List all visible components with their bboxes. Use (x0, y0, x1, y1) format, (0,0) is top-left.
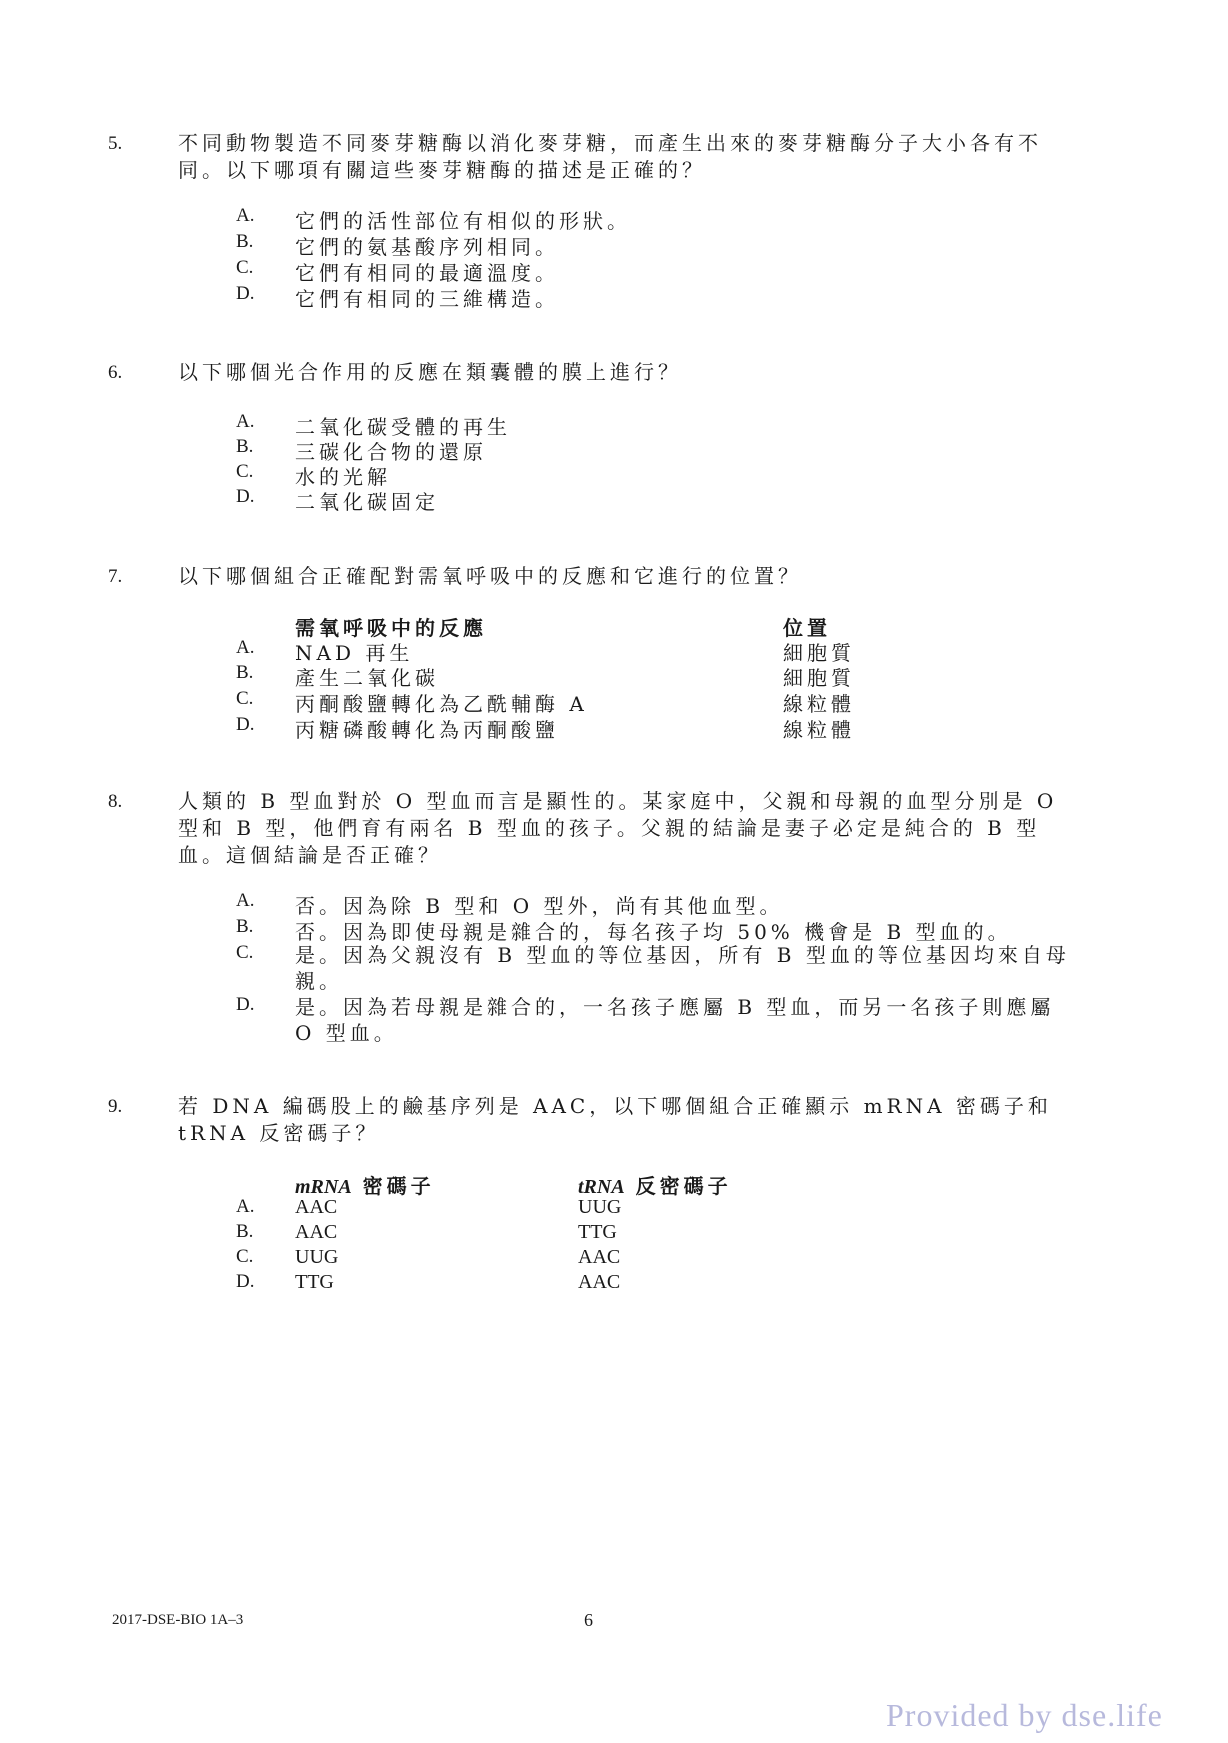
question-stem: 以下哪個組合正確配對需氧呼吸中的反應和它進行的位置？ (178, 564, 802, 588)
paper-code: 2017-DSE-BIO 1A–3 (112, 1612, 244, 1628)
option-text: 否。因為即使母親是雜合的，每名孩子均 50% 機會是 B 型血的。 (295, 920, 1012, 944)
option-mrna: AAC (295, 1221, 338, 1243)
option-text: 它們的活性部位有相似的形狀。 (295, 209, 631, 233)
option-label: B. (236, 436, 254, 457)
option-location: 細胞質 (783, 666, 855, 690)
watermark-text: Provided by dse.life (886, 1697, 1163, 1733)
question-number: 6. (108, 362, 123, 383)
question-number: 7. (108, 566, 123, 587)
option-9c (0, 1246, 1228, 1272)
option-label: C. (236, 461, 254, 482)
option-trna: AAC (578, 1246, 621, 1268)
option-5a (0, 205, 1228, 231)
option-label: C. (236, 942, 254, 963)
question-stem: 不同動物製造不同麥芽糖酶以消化麥芽糖，而產生出來的麥芽糖酶分子大小各有不同。以下哪項有關這些麥芽糖酶的描述是正確的？ (178, 131, 1042, 182)
option-6d (0, 486, 1228, 512)
option-9a (0, 1196, 1228, 1222)
option-6c (0, 461, 1228, 487)
page-number: 6 (584, 1610, 593, 1630)
option-text: 否。因為除 B 型和 O 型外，尚有其他血型。 (295, 894, 784, 918)
option-label: C. (236, 1246, 254, 1267)
option-8d (0, 994, 1228, 1046)
question-stem: 若 DNA 編碼股上的鹼基序列是 AAC，以下哪個組合正確顯示 mRNA 密碼子和 tRNA 反密碼子？ (178, 1094, 1052, 1145)
option-mrna: TTG (295, 1271, 334, 1293)
option-label: B. (236, 662, 254, 683)
option-5c (0, 257, 1228, 283)
option-8b (0, 916, 1228, 942)
option-text: 二氧化碳固定 (295, 490, 439, 514)
column-header-reaction: 需氧呼吸中的反應 (295, 616, 487, 640)
question-number: 8. (108, 791, 123, 812)
option-text: 它們的氨基酸序列相同。 (295, 235, 559, 259)
question-number: 9. (108, 1096, 123, 1117)
option-8a (0, 890, 1228, 916)
option-label: B. (236, 916, 254, 937)
option-label: A. (236, 890, 255, 911)
option-6a (0, 411, 1228, 437)
column-header-location: 位置 (783, 616, 831, 640)
option-7c (0, 688, 1228, 714)
option-7b (0, 662, 1228, 688)
option-trna: UUG (578, 1196, 622, 1218)
option-reaction: 產生二氧化碳 (295, 666, 439, 690)
option-text: 它們有相同的三維構造。 (295, 287, 559, 311)
question-stem: 人類的 B 型血對於 O 型血而言是顯性的。某家庭中，父親和母親的血型分別是 O 型和 B 型，他們育有兩名 B 型血的孩子。父親的結論是妻子必定是純合的 B 型血。這個結論是否正確？ (178, 789, 1058, 867)
option-text: 是。因為若母親是雜合的，一名孩子應屬 B 型血，而另一名孩子則應屬 O 型血。 (295, 995, 1055, 1045)
option-label: C. (236, 688, 254, 709)
header-trna-text: 反密碼子 (635, 1174, 732, 1198)
option-text: 水的光解 (295, 465, 391, 489)
option-label: C. (236, 257, 254, 278)
option-7d (0, 714, 1228, 740)
column-header-mrna (295, 1170, 435, 1199)
option-8c (0, 942, 1228, 994)
option-5d (0, 283, 1228, 309)
option-label: B. (236, 1221, 254, 1242)
option-label: B. (236, 231, 254, 252)
option-label: D. (236, 1271, 255, 1292)
column-header-trna (578, 1170, 732, 1199)
question-stem: 以下哪個光合作用的反應在類囊體的膜上進行？ (178, 360, 682, 384)
header-mrna-text: 密碼子 (362, 1174, 435, 1198)
option-reaction: 丙糖磷酸轉化為丙酮酸鹽 (295, 718, 559, 742)
option-label: A. (236, 205, 255, 226)
option-reaction: 丙酮酸鹽轉化為乙酰輔酶 A (295, 692, 588, 716)
option-text: 它們有相同的最適溫度。 (295, 261, 559, 285)
question-number: 5. (108, 133, 123, 154)
header-trna-italic: tRNA (578, 1176, 625, 1198)
option-text: 是。因為父親沒有 B 型血的等位基因，所有 B 型血的等位基因均來自母親。 (295, 943, 1070, 993)
option-mrna: UUG (295, 1246, 339, 1268)
header-mrna-italic: mRNA (295, 1176, 352, 1198)
option-reaction: NAD 再生 (295, 641, 414, 665)
option-label: A. (236, 411, 255, 432)
option-location: 線粒體 (783, 692, 855, 716)
option-text: 二氧化碳受體的再生 (295, 415, 511, 439)
option-9b (0, 1221, 1228, 1247)
option-6b (0, 436, 1228, 462)
option-location: 線粒體 (783, 718, 855, 742)
option-trna: TTG (578, 1221, 617, 1243)
option-5b (0, 231, 1228, 257)
option-label: D. (236, 994, 255, 1015)
option-text: 三碳化合物的還原 (295, 440, 487, 464)
option-9d (0, 1271, 1228, 1297)
option-label: D. (236, 486, 255, 507)
option-location: 細胞質 (783, 641, 855, 665)
option-mrna: AAC (295, 1196, 338, 1218)
option-label: A. (236, 1196, 255, 1217)
option-7a (0, 637, 1228, 663)
option-trna: AAC (578, 1271, 621, 1293)
option-label: A. (236, 637, 255, 658)
option-label: D. (236, 283, 255, 304)
option-label: D. (236, 714, 255, 735)
